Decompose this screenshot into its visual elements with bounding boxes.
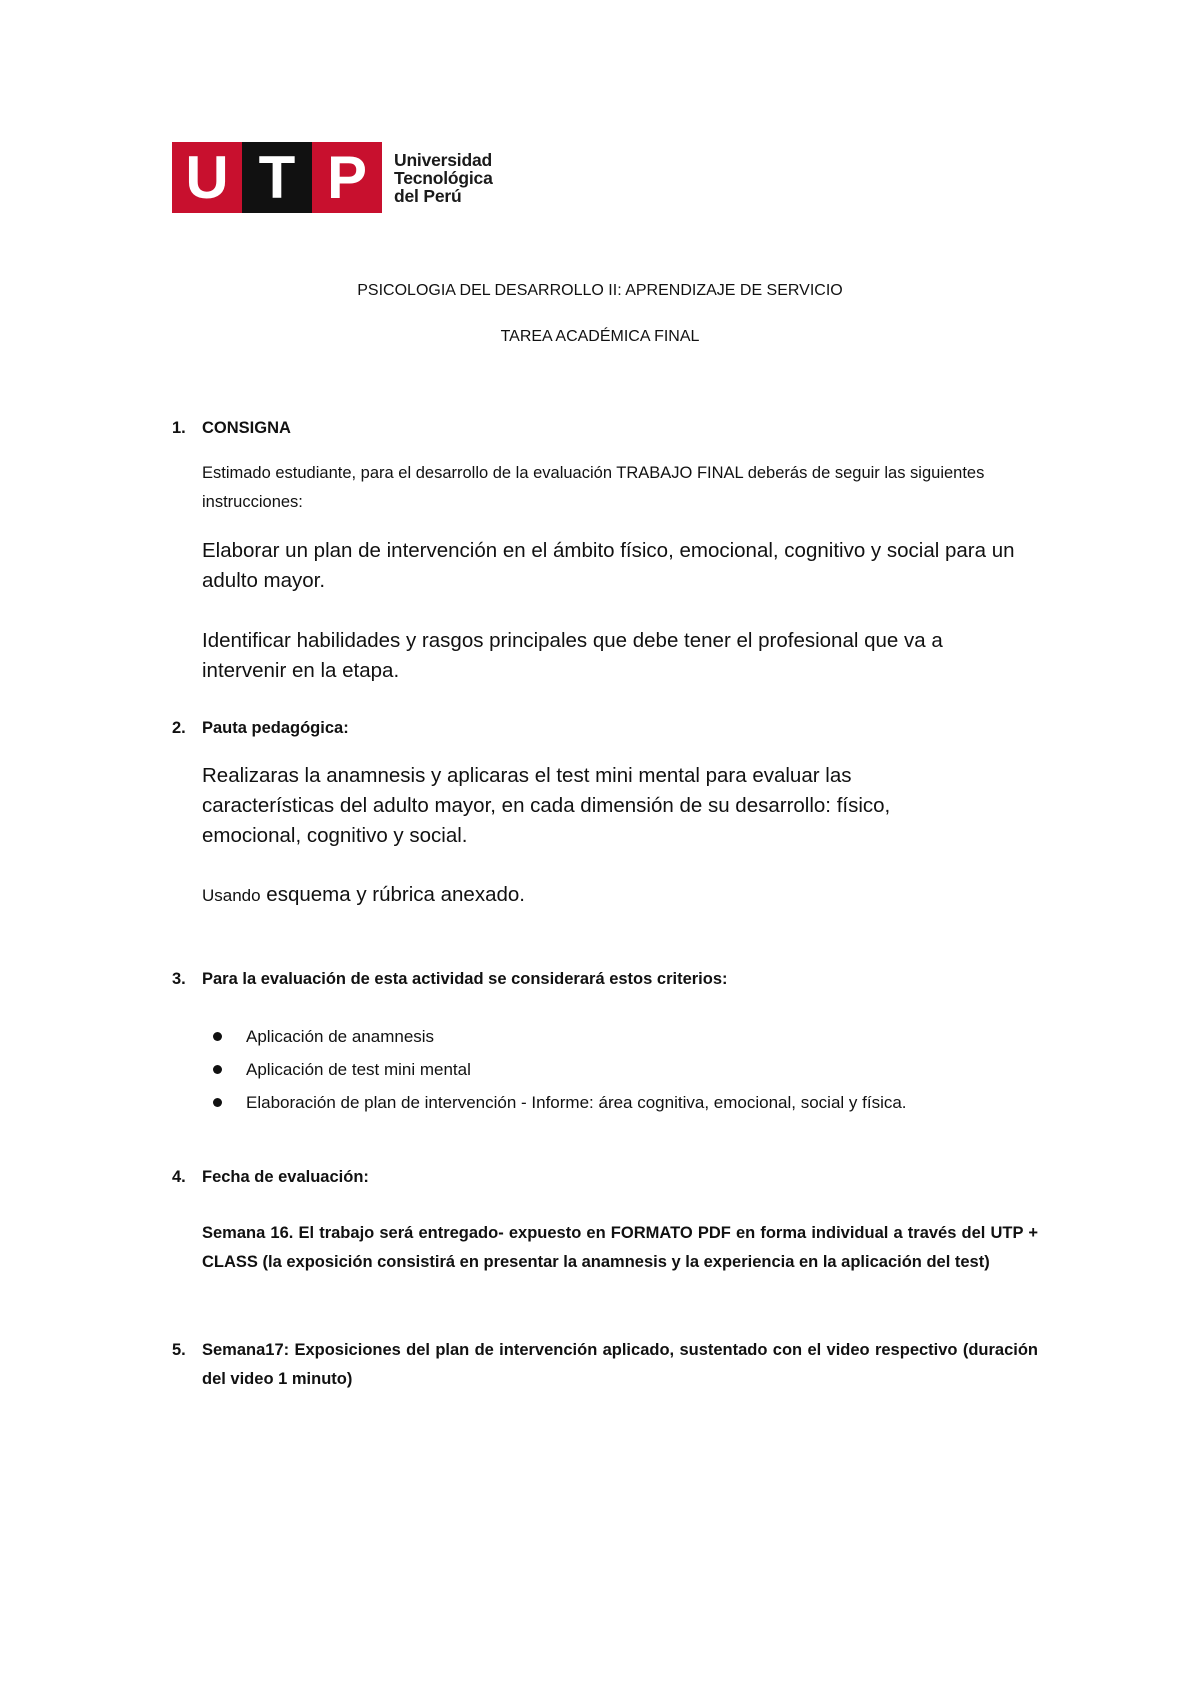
bullet-icon	[213, 1098, 222, 1107]
bullet-icon	[213, 1065, 222, 1074]
section-4-heading: 4. Fecha de evaluación:	[172, 1168, 369, 1186]
section-2-heading: 2. Pauta pedagógica:	[172, 719, 349, 737]
section-3-heading: 3. Para la evaluación de esta actividad se considerará estos criterios:	[172, 970, 728, 988]
list-item: Aplicación de test mini mental	[202, 1053, 907, 1086]
section-1-heading: 1. CONSIGNA	[172, 419, 291, 437]
section-1-item-1: Elaborar un plan de intervención en el ámbito físico, emocional, cognitivo y social para un adulto mayor.	[202, 539, 1015, 592]
bullet-icon	[213, 1032, 222, 1041]
list-item: Aplicación de anamnesis	[202, 1020, 907, 1053]
section-2-using: Usando esquema y rúbrica anexado.	[202, 883, 525, 906]
list-item: Elaboración de plan de intervención - Informe: área cognitiva, emocional, social y física.	[202, 1086, 907, 1119]
logo-letter-u: U	[172, 142, 242, 213]
section-4-text: Semana 16. El trabajo será entregado- expuesto en FORMATO PDF en forma individual a través del UTP + CLASS (la exposición consistirá en presentar la anamnesis y la experiencia en la aplicación del test)	[202, 1224, 1038, 1271]
section-5-item: 5. Semana17: Exposiciones del plan de intervención aplicado, sustentado con el video respectivo (duración del video 1 minuto)	[172, 1341, 1038, 1388]
course-title: PSICOLOGIA DEL DESARROLLO II: APRENDIZAJE DE SERVICIO	[357, 282, 843, 299]
logo-letter-t: T	[242, 142, 312, 213]
logo-university-name: Universidad Tecnológica del Perú	[394, 149, 493, 206]
section-2-text: Realizaras la anamnesis y aplicaras el test mini mental para evaluar las características del adulto mayor, en cada dimensión de su desarrollo: físico, emocional, cognitivo y social.	[202, 764, 891, 847]
utp-logo	[172, 142, 493, 213]
task-title: TAREA ACADÉMICA FINAL	[500, 328, 700, 345]
logo-letter-p: P	[312, 142, 382, 213]
section-1-item-2: Identificar habilidades y rasgos principales que debe tener el profesional que va a intervenir en la etapa.	[202, 629, 943, 682]
section-1-intro: Estimado estudiante, para el desarrollo de la evaluación TRABAJO FINAL deberás de seguir las siguientes instrucciones:	[202, 464, 985, 511]
criteria-list	[202, 1020, 907, 1119]
